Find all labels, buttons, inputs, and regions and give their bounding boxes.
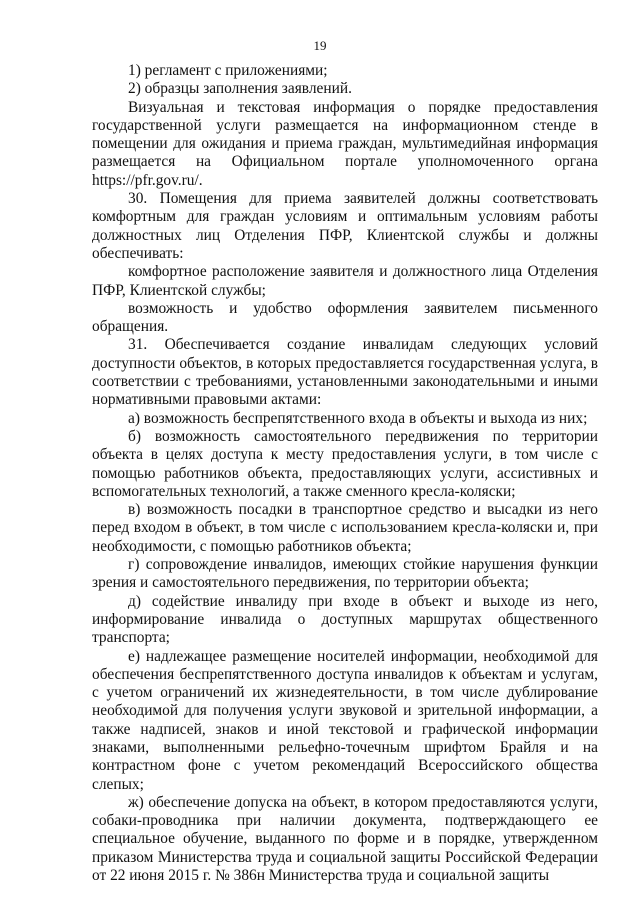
document-body: [92, 62, 598, 885]
page-number: 19: [313, 38, 327, 53]
paragraph-12: д) содействие инвалиду при входе в объект и выходе из него, информирование инвалида о доступных маршрутах общественного транспорта;: [92, 592, 598, 647]
paragraph-2: 2) образцы заполнения заявлений.: [128, 80, 352, 98]
paragraph-10: в) возможность посадки в транспортное средство и высадки из него перед входом в объект, в том числе с использованием кресла-коляски и, при необходимости, с помощью работников объекта;: [92, 501, 598, 555]
paragraph-4: 30. Помещения для приема заявителей должны соответствовать комфортным для граждан условиям и оптимальным условиям работы должностных лиц Отделения ПФР, Клиентской службы и должны обеспечивать:: [92, 190, 598, 262]
paragraph-5: комфортное расположение заявителя и должностного лица Отделения ПФР, Клиентской службы;: [92, 263, 598, 299]
paragraph-3: Визуальная и текстовая информация о порядке предоставления государственной услуги размещается на информационном стенде в помещении для ожидания и приема граждан, мультимедийная информация размещается на Официальном портале уполномоченного органа https://pfr.gov.ru/.: [92, 98, 598, 189]
paragraph-6: возможность и удобство оформления заявителем письменного обращения.: [92, 299, 598, 336]
paragraph-14: ж) обеспечение допуска на объект, в котором предоставляются услуги, собаки-проводника при наличии документа, подтверждающего ее специальное обучение, выданного по форме и в порядке, утвержденном приказом Министерства труда и социальной защиты Российской Федерации от 22 июня 2015 г. № 386н Министерства труда и социальной защиты: [92, 793, 598, 885]
paragraph-7: 31. Обеспечивается создание инвалидам следующих условий доступности объектов, в которых предоставляется государственная услуга, в соответствии с требованиями, установленными законодательными и иными нормативными правовыми актами:: [92, 336, 598, 409]
paragraph-11: г) сопровождение инвалидов, имеющих стойкие нарушения функции зрения и самостоятельного передвижения, по территории объекта;: [92, 556, 598, 592]
paragraph-1: 1) регламент с приложениями;: [128, 62, 328, 79]
paragraph-13: е) надлежащее размещение носителей информации, необходимой для обеспечения беспрепятственного доступа инвалидов к объектам и услугам, с учетом ограничений их жизнедеятельности, в том числе дублирование необходимой для получения услуги звуковой и зрительной информации, а также надписей, знаков и иной текстовой и графической информации знаками, выполненными рельефно-точечным шрифтом Брайля и на контрастном фоне с учетом рекомендаций Всероссийского общества слепых;: [92, 647, 598, 793]
paragraph-9: б) возможность самостоятельного передвижения по территории объекта в целях доступа к месту предоставления услуги, в том числе с помощью работников объекта, предоставляющих услуги, ассистивных и вспомогательных технологий, а также сменного кресла-коляски;: [92, 427, 598, 500]
paragraph-8: а) возможность беспрепятственного входа в объекты и выхода из них;: [128, 409, 588, 427]
